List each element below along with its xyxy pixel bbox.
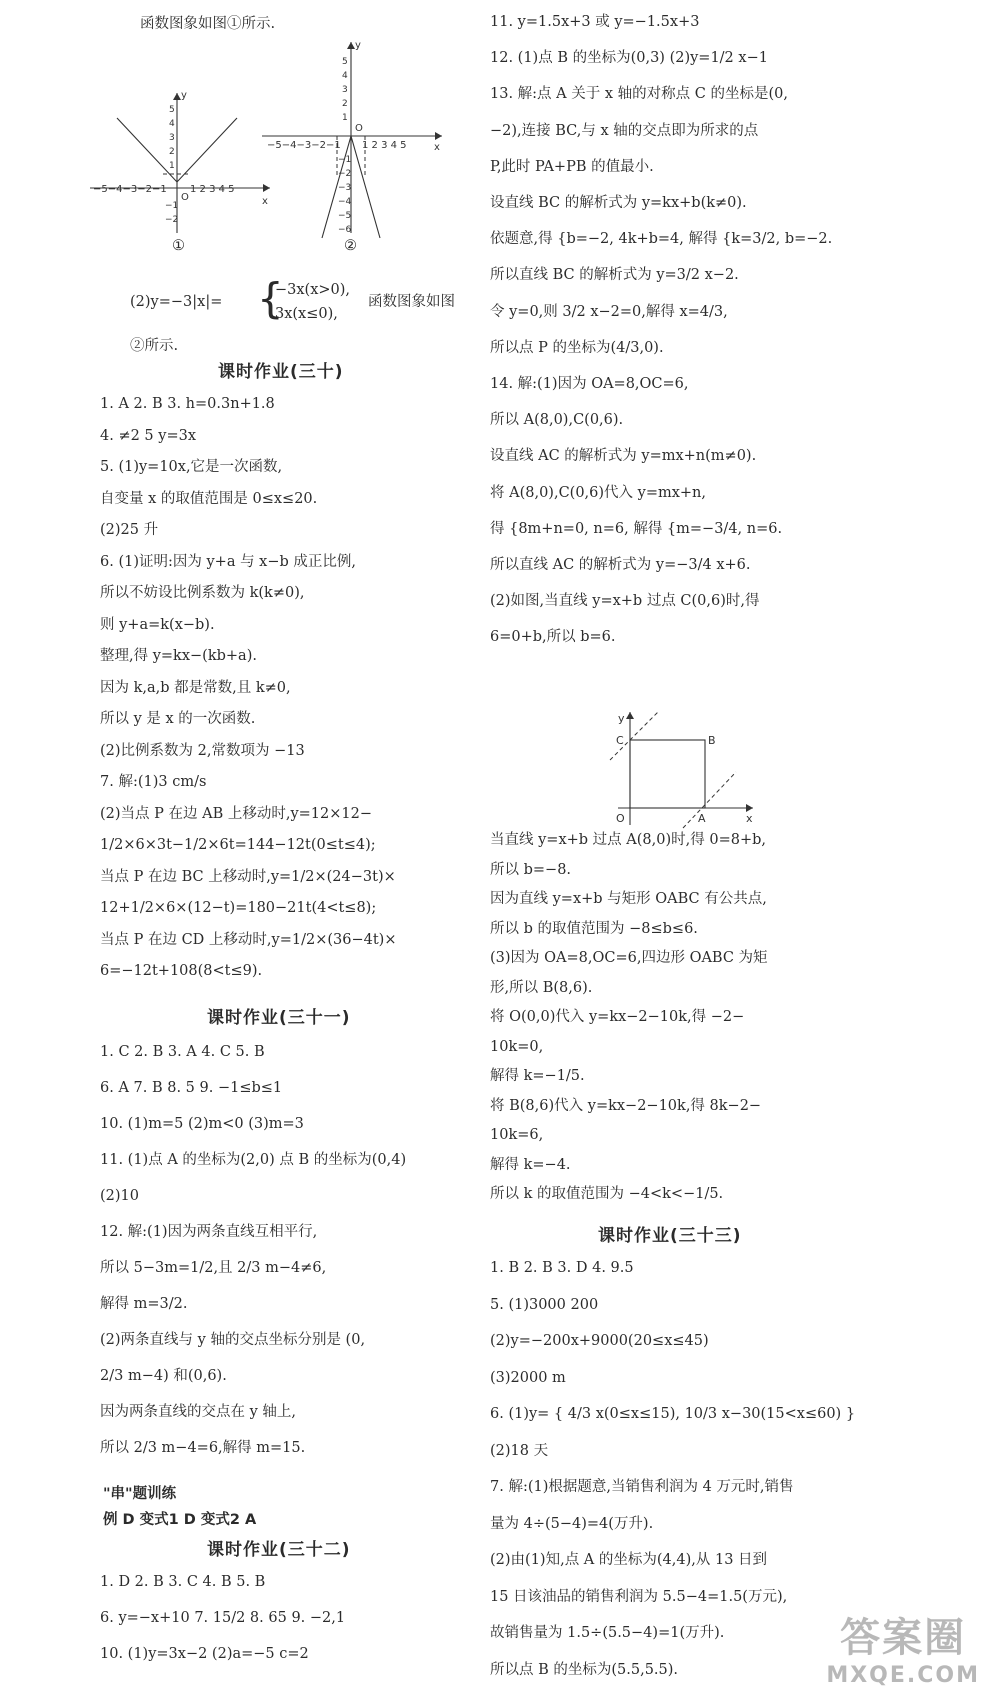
heading-33: 课时作业(三十三): [598, 1226, 742, 1246]
answer-line: 设直线 AC 的解析式为 y=mx+n(m≠0).: [490, 448, 757, 465]
svg-text:−5−4−3−2−1: −5−4−3−2−1: [267, 140, 341, 151]
answer-line: 6=−12t+108(8<t≤9).: [100, 963, 263, 979]
watermark-logo: 答案圈: [840, 1615, 967, 1661]
answer-line: (2)当点 P 在边 AB 上移动时,y=12×12−: [100, 805, 373, 822]
svg-text:O: O: [181, 192, 189, 203]
svg-text:3: 3: [169, 133, 175, 143]
heading-chuan: "串"题训练: [103, 1486, 177, 1502]
heading-31: 课时作业(三十一): [207, 1008, 351, 1028]
answer-line: 所以 A(8,0),C(0,6).: [490, 412, 624, 429]
svg-text:5: 5: [342, 57, 348, 67]
answer-line: 10. (1)m=5 (2)m<0 (3)m=3: [100, 1116, 304, 1132]
watermark: [826, 1606, 980, 1688]
answer-line: (2)两条直线与 y 轴的交点坐标分别是 (0,: [100, 1332, 366, 1348]
answer-line: 整理,得 y=kx−(kb+a).: [100, 648, 257, 664]
answer-line: 将 O(0,0)代入 y=kx−2−10k,得 −2−: [490, 1009, 745, 1025]
right-column: [490, 0, 1000, 1700]
svg-text:3: 3: [342, 85, 348, 95]
answer-line: 1. C 2. B 3. A 4. C 5. B: [100, 1044, 265, 1060]
fig3-label-o: O: [616, 812, 625, 825]
svg-text:y: y: [355, 40, 361, 51]
answer-line: 设直线 BC 的解析式为 y=kx+b(k≠0).: [490, 195, 747, 211]
answer-line: 6. y=−x+10 7. 15/2 8. 65 9. −2,1: [100, 1610, 346, 1626]
answer-line: (2)比例系数为 2,常数项为 −13: [100, 742, 305, 759]
answer-line: 因为两条直线的交点在 y 轴上,: [100, 1404, 297, 1420]
answer-line: 10. (1)y=3x−2 (2)a=−5 c=2: [100, 1646, 309, 1662]
answer-line: 4. ≠2 5 y=3x: [100, 427, 197, 444]
answer-line: 所以 y 是 x 的一次函数.: [100, 711, 256, 727]
answer-line: 14. 解:(1)因为 OA=8,OC=6,: [490, 376, 689, 392]
answer-line: 得 {8m+n=0, n=6, 解得 {m=−3/4, n=6.: [490, 520, 783, 537]
svg-text:−5: −5: [338, 211, 352, 221]
answer-line: 则 y+a=k(x−b).: [100, 616, 215, 633]
answer-line: 当直线 y=x+b 过点 A(8,0)时,得 0=8+b,: [490, 832, 766, 848]
answer-line: 1. D 2. B 3. C 4. B 5. B: [100, 1574, 266, 1590]
answer-line: 1. A 2. B 3. h=0.3n+1.8: [100, 396, 275, 412]
figure-2-caption: ②: [344, 238, 357, 254]
answer-line: 所以不妨设比例系数为 k(k≠0),: [100, 585, 305, 601]
answer-line: 所以点 B 的坐标为(5.5,5.5).: [490, 1661, 679, 1678]
answer-line: 11. y=1.5x+3 或 y=−1.5x+3: [490, 14, 700, 30]
answer-line: (2)如图,当直线 y=x+b 过点 C(0,6)时,得: [490, 593, 760, 610]
answer-line: 当点 P 在边 CD 上移动时,y=1/2×(36−4t)×: [100, 931, 397, 948]
answer-line: 2/3 m−4) 和(0,6).: [100, 1368, 227, 1384]
answer-line: 1. B 2. B 3. D 4. 9.5: [490, 1260, 634, 1276]
left-intro: 函数图象如图①所示.: [140, 16, 276, 32]
answer-line: 所以 b 的取值范围为 −8≤b≤6.: [490, 920, 698, 937]
answer-line: 5. (1)y=10x,它是一次函数,: [100, 459, 283, 475]
svg-text:−4: −4: [338, 197, 352, 207]
svg-text:1 2 3 4 5: 1 2 3 4 5: [362, 140, 407, 151]
fig3-label-c: C: [616, 734, 624, 747]
answers-chuan: 例 D 变式1 D 变式2 A: [103, 1512, 257, 1528]
svg-text:O: O: [355, 123, 363, 134]
answer-line: 解得 m=3/2.: [100, 1296, 188, 1312]
answer-line: (2)由(1)知,点 A 的坐标为(4,4),从 13 日到: [490, 1552, 768, 1568]
svg-text:−2: −2: [338, 169, 352, 179]
fig3-label-a: A: [698, 812, 706, 825]
answer-line: 6. (1)证明:因为 y+a 与 x−b 成正比例,: [100, 553, 357, 570]
figure-1-caption: ①: [172, 238, 185, 254]
svg-text:−6: −6: [338, 225, 352, 235]
answer-line: 5. (1)3000 200: [490, 1296, 599, 1313]
answer-line: 形,所以 B(8,6).: [490, 979, 593, 996]
answer-line: −2),连接 BC,与 x 轴的交点即为所求的点: [490, 122, 759, 139]
answer-line: 因为 k,a,b 都是常数,且 k≠0,: [100, 679, 291, 696]
answer-line: 6. A 7. B 8. 5 9. −1≤b≤1: [100, 1080, 283, 1096]
left-column: [0, 0, 490, 1700]
answer-line: (2)10: [100, 1188, 139, 1204]
answer-line: 当点 P 在边 BC 上移动时,y=1/2×(24−3t)×: [100, 868, 396, 885]
svg-text:−1: −1: [165, 201, 179, 211]
answer-line: 10k=6,: [490, 1127, 544, 1143]
answer-line: (3)因为 OA=8,OC=6,四边形 OABC 为矩: [490, 950, 768, 966]
answer-line: 7. 解:(1)根据题意,当销售利润为 4 万元时,销售: [490, 1479, 794, 1495]
answer-line: 所以直线 BC 的解析式为 y=3/2 x−2.: [490, 267, 739, 284]
heading-32: 课时作业(三十二): [207, 1540, 351, 1560]
svg-text:4: 4: [342, 71, 348, 81]
answer-line: 所以 k 的取值范围为 −4<k<−1/5.: [490, 1186, 724, 1202]
answer-line: (2)y=−200x+9000(20≤x≤45): [490, 1333, 709, 1349]
part2-tail: 函数图象如图: [368, 294, 455, 310]
answer-line: 所以 b=−8.: [490, 861, 572, 878]
answer-line: 所以 2/3 m−4=6,解得 m=15.: [100, 1440, 306, 1456]
answer-line: 13. 解:点 A 关于 x 轴的对称点 C 的坐标是(0,: [490, 86, 788, 103]
svg-text:4: 4: [169, 119, 175, 129]
answer-line: 解得 k=−1/5.: [490, 1068, 585, 1084]
answer-line: 1/2×6×3t−1/2×6t=144−12t(0≤t≤4);: [100, 837, 376, 853]
answer-line: (2)18 天: [490, 1442, 549, 1459]
answer-line: (2)25 升: [100, 522, 159, 538]
answer-line: 6=0+b,所以 b=6.: [490, 629, 616, 646]
answer-line: 15 日该油品的销售利润为 5.5−4=1.5(万元),: [490, 1588, 788, 1605]
svg-text:1: 1: [169, 161, 175, 171]
svg-text:5: 5: [169, 105, 175, 115]
answer-line: 故销售量为 1.5÷(5.5−4)=1(万升).: [490, 1625, 725, 1641]
answer-line: 因为直线 y=x+b 与矩形 OABC 有公共点,: [490, 891, 767, 907]
answer-line: 所以直线 AC 的解析式为 y=−3/4 x+6.: [490, 557, 751, 573]
svg-text:2: 2: [342, 99, 348, 109]
svg-text:−5−4−3−2−1: −5−4−3−2−1: [93, 184, 167, 195]
figure-3-rectangle: [608, 710, 758, 830]
watermark-url: MXQE.COM: [826, 1663, 980, 1688]
answer-line: 所以点 P 的坐标为(4/3,0).: [490, 339, 664, 356]
fig3-label-x: x: [746, 812, 753, 825]
figure-2-graph: [262, 38, 452, 248]
part2-end: ②所示.: [130, 338, 179, 354]
fig3-label-b: B: [708, 734, 716, 747]
answer-line: (3)2000 m: [490, 1369, 566, 1386]
svg-text:−3: −3: [338, 183, 352, 193]
answer-line: 7. 解:(1)3 cm/s: [100, 774, 207, 790]
answer-line: P,此时 PA+PB 的值最小.: [490, 158, 654, 175]
part2-lead: (2)y=−3|x|=: [130, 294, 223, 310]
answer-line: 11. (1)点 A 的坐标为(2,0) 点 B 的坐标为(0,4): [100, 1152, 407, 1168]
figure-1-graph: [90, 88, 280, 248]
svg-text:y: y: [181, 90, 187, 101]
answer-line: 6. (1)y= { 4/3 x(0≤x≤15), 10/3 x−30(15<x≤60) }: [490, 1406, 856, 1422]
svg-text:1: 1: [342, 113, 348, 123]
answer-line: 12+1/2×6×(12−t)=180−21t(4<t≤8);: [100, 900, 377, 916]
answer-line: 自变量 x 的取值范围是 0≤x≤20.: [100, 490, 318, 507]
part2-case1: −3x(x>0),: [275, 282, 351, 298]
svg-text:−1: −1: [338, 155, 352, 165]
heading-30: 课时作业(三十): [218, 362, 344, 382]
answer-line: 10k=0,: [490, 1038, 544, 1055]
answer-line: 依题意,得 {b=−2, 4k+b=4, 解得 {k=3/2, b=−2.: [490, 231, 833, 248]
brace: {: [257, 274, 284, 323]
svg-text:1 2 3 4 5: 1 2 3 4 5: [190, 184, 235, 195]
fig3-label-y: y: [618, 712, 625, 725]
answer-line: 令 y=0,则 3/2 x−2=0,解得 x=4/3,: [490, 303, 728, 320]
answer-line: 所以 5−3m=1/2,且 2/3 m−4≠6,: [100, 1260, 327, 1276]
answer-line: 解得 k=−4.: [490, 1156, 571, 1173]
answer-line: 将 A(8,0),C(0,6)代入 y=mx+n,: [490, 484, 707, 501]
part2-case2: 3x(x≤0),: [275, 306, 338, 322]
svg-text:−2: −2: [165, 215, 179, 225]
svg-text:2: 2: [169, 147, 175, 157]
answer-line: 将 B(8,6)代入 y=kx−2−10k,得 8k−2−: [490, 1097, 762, 1114]
answer-line: 12. (1)点 B 的坐标为(0,3) (2)y=1/2 x−1: [490, 50, 768, 67]
svg-text:x: x: [262, 196, 268, 207]
answer-line: 12. 解:(1)因为两条直线互相平行,: [100, 1224, 318, 1240]
answer-line: 量为 4÷(5−4)=4(万升).: [490, 1515, 654, 1532]
svg-text:x: x: [434, 142, 440, 153]
